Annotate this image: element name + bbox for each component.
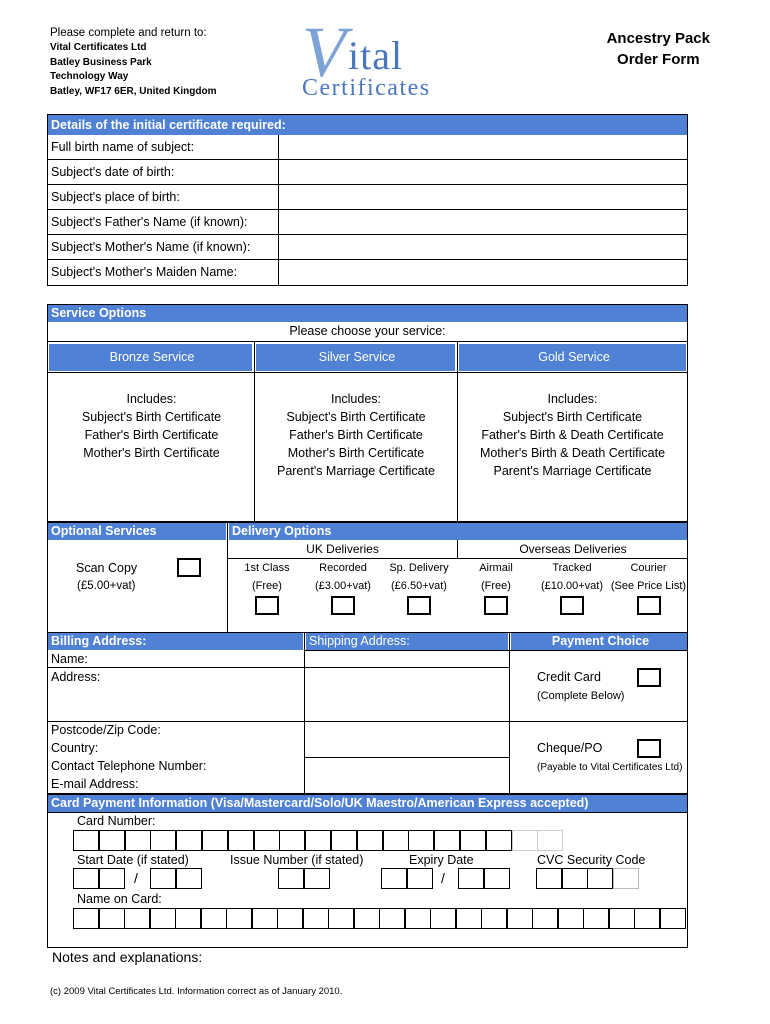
card-number-digit[interactable]	[150, 830, 176, 851]
name-on-card-char[interactable]	[558, 908, 584, 929]
address-line-2: Technology Way	[50, 71, 129, 82]
card-detail-digit[interactable]	[278, 868, 304, 889]
silver-service-header[interactable]: Silver Service	[256, 344, 455, 371]
card-detail-digit[interactable]	[176, 868, 202, 889]
delivery-option-price: (£10.00+vat)	[540, 580, 604, 592]
card-number-digit[interactable]	[125, 830, 151, 851]
delivery-option-name: Recorded	[319, 562, 367, 574]
card-number-digit[interactable]	[331, 830, 357, 851]
card-detail-digit[interactable]	[407, 868, 433, 889]
name-on-card-label: Name on Card:	[77, 892, 162, 906]
billing-rule	[510, 650, 688, 651]
delivery-split	[457, 540, 458, 558]
return-address	[50, 26, 217, 99]
delivery-option-price: (See Price List)	[610, 580, 687, 592]
card-number-digit[interactable]	[383, 830, 409, 851]
gold-line: Subject's Birth Certificate	[502, 410, 643, 424]
name-on-card-char[interactable]	[124, 908, 150, 929]
card-detail-digit[interactable]	[536, 868, 562, 889]
billing-rule	[48, 667, 509, 668]
name-on-card-char[interactable]	[532, 908, 558, 929]
card-heading: Card Payment Information (Visa/Mastercard/Solo/UK Maestro/American Express accepted)	[48, 795, 687, 812]
footer-copyright: (c) 2009 Vital Certificates Ltd. Information correct as of January 2010.	[50, 986, 343, 997]
card-number-digit[interactable]	[228, 830, 254, 851]
detail-input[interactable]	[280, 161, 686, 184]
detail-label: Subject's Father's Name (if known):	[51, 215, 248, 229]
country-label: Country:	[51, 741, 99, 755]
postcode-label: Postcode/Zip Code:	[51, 723, 161, 737]
name-on-card-char[interactable]	[609, 908, 635, 929]
start-date-slash: /	[134, 870, 138, 886]
detail-input[interactable]	[280, 211, 686, 234]
card-detail-digit[interactable]	[304, 868, 330, 889]
card-number-digit[interactable]	[305, 830, 331, 851]
overseas-deliveries-label: Overseas Deliveries	[519, 542, 627, 556]
credit-card-note: (Complete Below)	[537, 690, 625, 702]
name-on-card-char[interactable]	[252, 908, 278, 929]
address-line-3: Batley, WF17 6ER, United Kingdom	[50, 85, 217, 97]
name-on-card-char[interactable]	[226, 908, 252, 929]
choose-service-label: Please choose your service:	[289, 324, 446, 338]
name-on-card-char[interactable]	[507, 908, 533, 929]
name-on-card-char[interactable]	[456, 908, 482, 929]
shipping-heading: Shipping Address:	[306, 633, 508, 650]
scan-copy-price: (£5.00+vat)	[77, 580, 136, 592]
card-number-digit[interactable]	[99, 830, 125, 851]
billing-name-label: Name:	[51, 652, 88, 666]
name-on-card-char[interactable]	[73, 908, 99, 929]
card-number-digit[interactable]	[434, 830, 460, 851]
gold-line: Includes:	[547, 392, 598, 406]
return-intro: Please complete and return to:	[50, 27, 207, 39]
bronze-line: Includes:	[126, 392, 177, 406]
card-detail-digit[interactable]	[458, 868, 484, 889]
delivery-option-checkbox[interactable]	[637, 596, 661, 615]
delivery-rule	[228, 558, 687, 559]
detail-label: Subject's place of birth:	[51, 190, 180, 204]
bronze-line: Mother's Birth Certificate	[83, 446, 220, 460]
issue-number-label: Issue Number (if stated)	[230, 853, 364, 867]
silver-line: Subject's Birth Certificate	[286, 410, 426, 424]
service-heading: Service Options	[48, 305, 687, 322]
start-date-label: Start Date (if stated)	[77, 853, 189, 867]
name-on-card-char[interactable]	[430, 908, 456, 929]
silver-line: Mother's Birth Certificate	[287, 446, 425, 460]
title-line-1: Ancestry Pack	[606, 30, 710, 47]
name-on-card-char[interactable]	[405, 908, 431, 929]
detail-input[interactable]	[280, 236, 686, 259]
notes-heading: Notes and explanations:	[52, 949, 203, 965]
card-detail-digit[interactable]	[484, 868, 510, 889]
payment-divider	[509, 633, 510, 793]
delivery-option-price: (Free)	[252, 580, 282, 592]
detail-input[interactable]	[280, 261, 686, 284]
name-on-card-char[interactable]	[150, 908, 176, 929]
card-detail-digit[interactable]	[73, 868, 99, 889]
name-on-card-char[interactable]	[354, 908, 380, 929]
cheque-label: Cheque/PO	[537, 741, 603, 755]
scan-copy-label: Scan Copy	[76, 561, 138, 575]
card-number-digit[interactable]	[279, 830, 305, 851]
name-on-card-char[interactable]	[481, 908, 507, 929]
delivery-option-price: (£3.00+vat)	[315, 580, 371, 592]
card-detail-digit[interactable]	[613, 868, 639, 889]
cheque-checkbox[interactable]	[637, 739, 661, 758]
name-on-card-char[interactable]	[379, 908, 405, 929]
name-on-card-char[interactable]	[201, 908, 227, 929]
billing-rule	[48, 721, 509, 722]
card-detail-digit[interactable]	[587, 868, 613, 889]
gold-service-header[interactable]: Gold Service	[459, 344, 686, 371]
cvc-label: CVC Security Code	[537, 853, 646, 867]
options-divider	[227, 523, 228, 633]
billing-address-label: Address:	[51, 670, 101, 684]
name-on-card-char[interactable]	[175, 908, 201, 929]
detail-input[interactable]	[280, 186, 686, 209]
delivery-option-name: 1st Class	[244, 562, 290, 574]
silver-includes	[255, 390, 457, 480]
phone-label: Contact Telephone Number:	[51, 759, 207, 773]
delivery-option-name: Tracked	[552, 562, 592, 574]
details-heading: Details of the initial certificate required:	[48, 115, 687, 135]
credit-card-checkbox[interactable]	[637, 668, 661, 687]
delivery-option-price: (£6.50+vat)	[391, 580, 447, 592]
card-detail-digit[interactable]	[99, 868, 125, 889]
uk-deliveries-label: UK Deliveries	[306, 542, 379, 556]
delivery-option-name: Courier	[630, 562, 667, 574]
billing-divider	[304, 633, 305, 793]
form-title	[607, 28, 710, 70]
card-number-digit[interactable]	[73, 830, 99, 851]
delivery-option-checkbox[interactable]	[255, 596, 279, 615]
gold-line: Mother's Birth & Death Certificate	[479, 446, 666, 460]
delivery-option-name: Sp. Delivery	[389, 562, 449, 574]
bronze-includes	[49, 390, 254, 462]
delivery-option-name: Airmail	[479, 562, 513, 574]
detail-label: Subject's Mother's Name (if known):	[51, 240, 251, 254]
expiry-date-label: Expiry Date	[409, 853, 474, 867]
name-on-card-char[interactable]	[303, 908, 329, 929]
delivery-option-checkbox[interactable]	[484, 596, 508, 615]
delivery-option-checkbox[interactable]	[407, 596, 431, 615]
card-number-digit[interactable]	[486, 830, 512, 851]
expiry-date-slash: /	[441, 870, 445, 886]
gold-line: Father's Birth & Death Certificate	[481, 428, 664, 442]
title-line-2: Order Form	[617, 51, 700, 68]
billing-rule	[510, 721, 688, 722]
name-on-card-char[interactable]	[328, 908, 354, 929]
card-number-digit[interactable]	[176, 830, 202, 851]
card-detail-digit[interactable]	[562, 868, 588, 889]
silver-line: Parent's Marriage Certificate	[276, 464, 435, 478]
name-on-card-char[interactable]	[99, 908, 125, 929]
card-number-digit[interactable]	[254, 830, 280, 851]
bronze-service-header[interactable]: Bronze Service	[49, 344, 252, 371]
billing-rule	[304, 650, 510, 651]
service-rule	[48, 341, 687, 342]
delivery-options-heading: Delivery Options	[229, 523, 687, 540]
detail-input[interactable]	[280, 136, 686, 159]
name-on-card-char[interactable]	[634, 908, 660, 929]
billing-rule	[304, 757, 510, 758]
service-header-rule	[48, 372, 687, 373]
silver-line: Father's Birth Certificate	[289, 428, 423, 442]
silver-line: Includes:	[330, 392, 382, 406]
address-line-1: Batley Business Park	[50, 56, 152, 68]
name-on-card-char[interactable]	[583, 908, 609, 929]
detail-label: Subject's date of birth:	[51, 165, 175, 179]
gold-line: Parent's Marriage Certificate	[493, 464, 652, 478]
name-on-card-char[interactable]	[660, 908, 686, 929]
company-name: Vital Certificates Ltd	[50, 42, 147, 53]
bronze-line: Subject's Birth Certificate	[81, 410, 222, 424]
gold-includes	[458, 390, 687, 480]
card-number-digit[interactable]	[537, 830, 563, 851]
card-number-digit[interactable]	[512, 830, 538, 851]
payment-choice-heading: Payment Choice	[511, 633, 687, 650]
card-number-digit[interactable]	[408, 830, 434, 851]
cheque-note: (Payable to Vital Certificates Ltd)	[537, 762, 683, 773]
name-on-card-char[interactable]	[277, 908, 303, 929]
scan-copy-checkbox[interactable]	[177, 558, 201, 577]
bronze-line: Father's Birth Certificate	[84, 428, 219, 442]
detail-label: Full birth name of subject:	[51, 140, 195, 154]
optional-services-heading: Optional Services	[48, 523, 226, 540]
card-number-digit[interactable]	[357, 830, 383, 851]
vital-certificates-logo: V ital Certificates	[302, 12, 431, 101]
card-detail-digit[interactable]	[381, 868, 407, 889]
card-number-digit[interactable]	[202, 830, 228, 851]
delivery-option-checkbox[interactable]	[331, 596, 355, 615]
card-detail-digit[interactable]	[150, 868, 176, 889]
email-label: E-mail Address:	[51, 777, 139, 791]
credit-card-label: Credit Card	[537, 670, 601, 684]
delivery-option-checkbox[interactable]	[560, 596, 584, 615]
card-number-digit[interactable]	[460, 830, 486, 851]
detail-label: Subject's Mother's Maiden Name:	[51, 265, 238, 279]
billing-heading: Billing Address:	[48, 633, 303, 650]
delivery-option-price: (Free)	[481, 580, 511, 592]
card-number-label: Card Number:	[77, 814, 156, 828]
